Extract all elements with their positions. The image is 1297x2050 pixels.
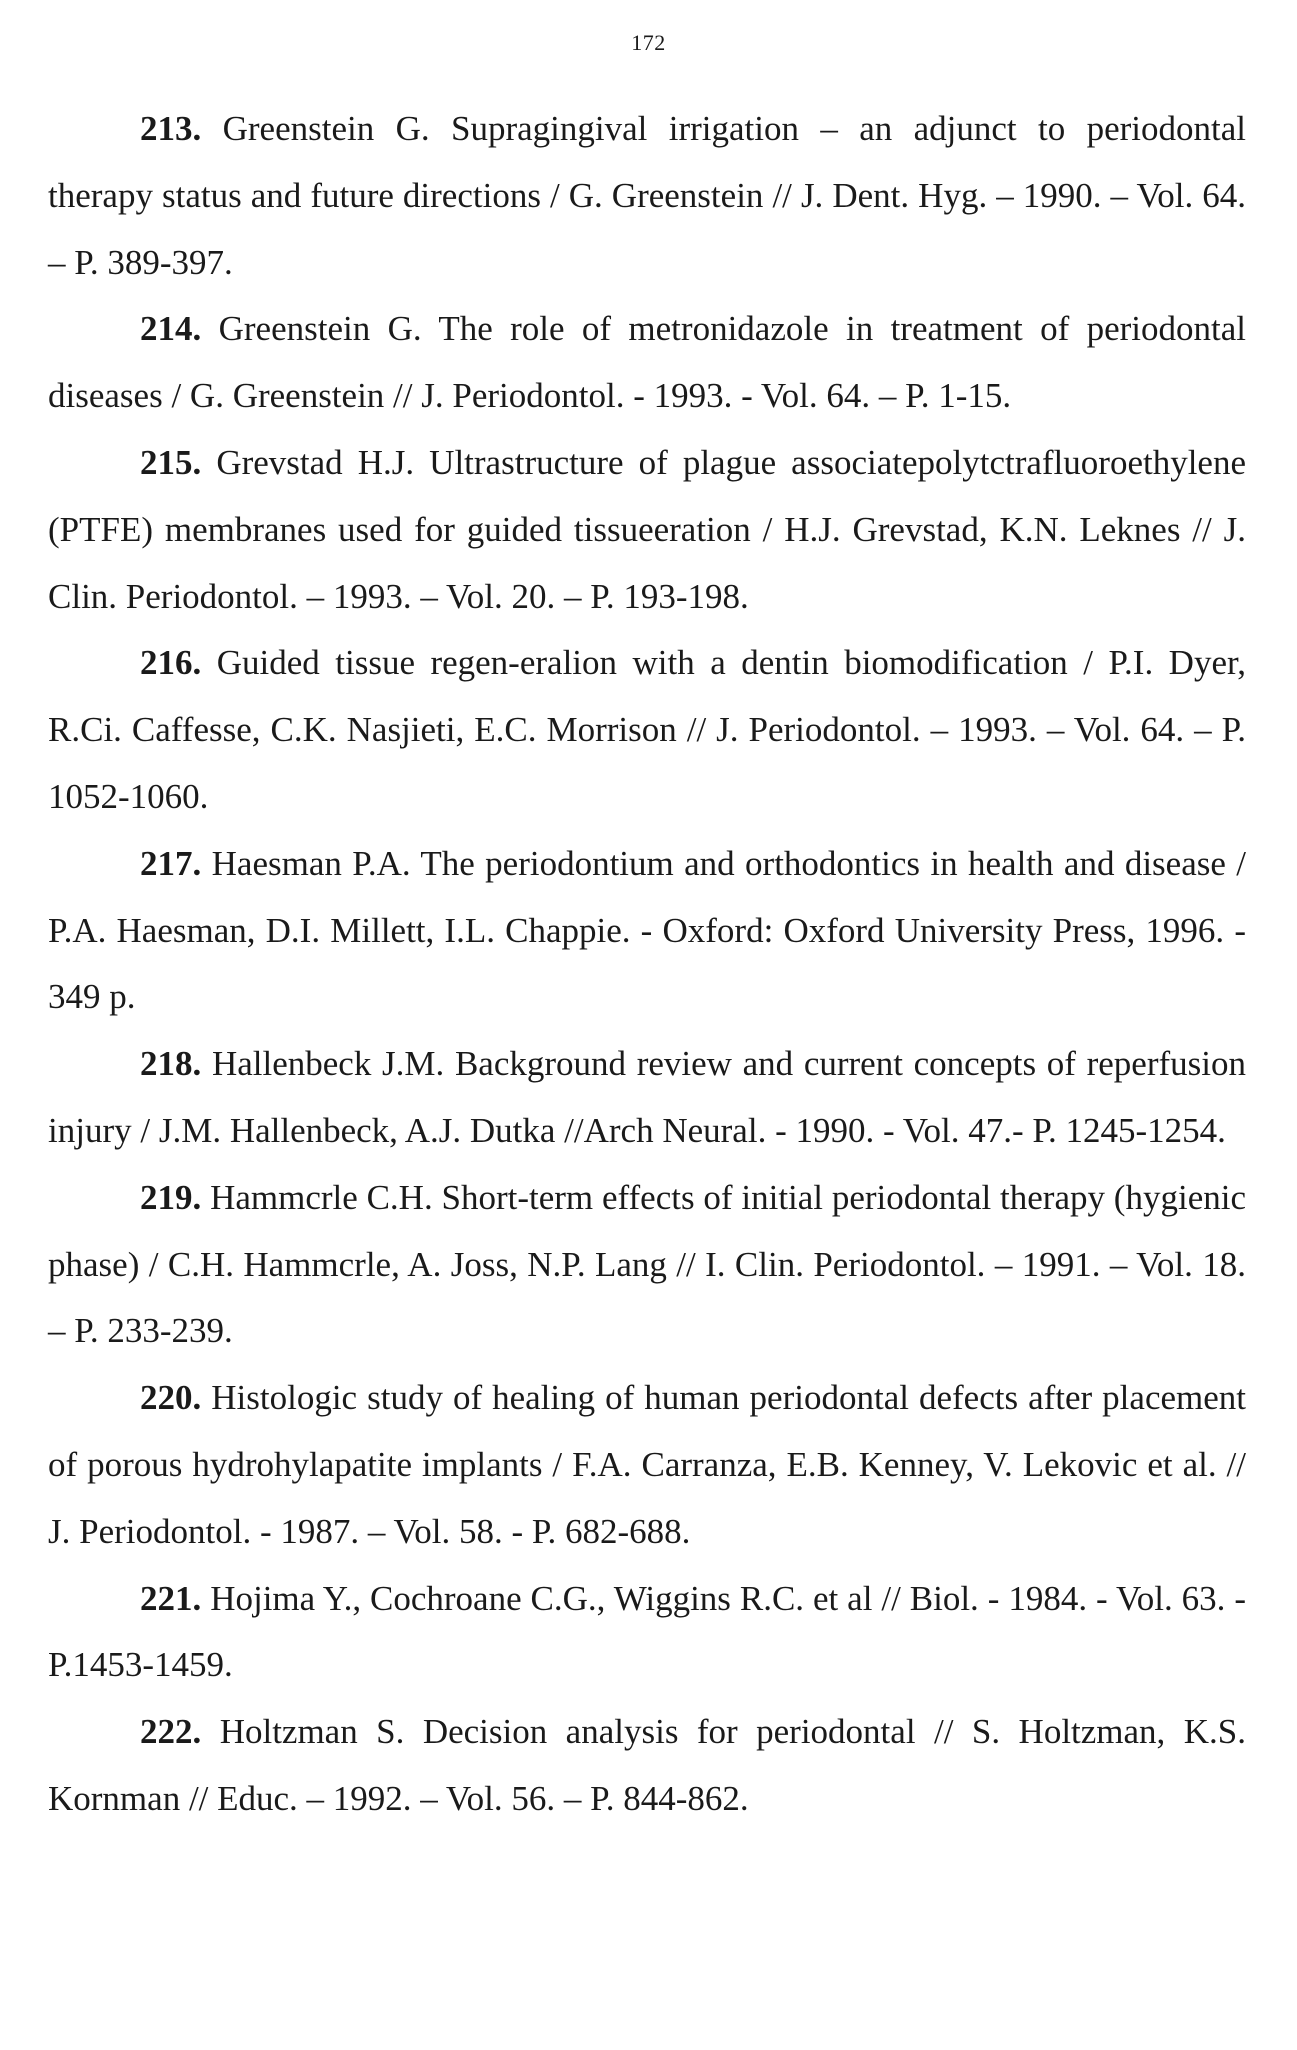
reference-item (48, 1699, 1246, 1833)
reference-item (48, 630, 1246, 830)
reference-text: Hallenbeck J.M. Background review and current concepts of reperfusion injury / J.M. Hallenbeck, A.J. Dutka //Arch Neural. - 1990. - Vol. 47.- P. 1245-1254. (48, 1044, 1247, 1150)
reference-item (48, 430, 1246, 630)
reference-number: 219. (140, 1177, 202, 1217)
reference-text: Grevstad H.J. Ultrastructure of plague associatepolytctrafluoroethylene (PTFE) membranes used for guided tissueeration / H.J. Grevstad, K.N. Leknes // J. Clin. Periodontol. – 1993. – Vol. 20. – P. 193-198. (48, 442, 1246, 616)
reference-number: 222. (140, 1712, 202, 1752)
reference-text: Haesman P.A. The periodontium and orthodontics in health and disease / P.A. Haesman, D.I. Millett, I.L. Chappie. - Oxford: Oxford University Press, 1996. - 349 p. (48, 843, 1247, 1017)
page-number: 172 (631, 30, 666, 55)
reference-number: 218. (140, 1044, 202, 1084)
reference-number: 215. (140, 442, 202, 482)
reference-number: 220. (140, 1378, 202, 1418)
reference-item (48, 296, 1246, 430)
reference-text: Greenstein G. Supragingival irrigation – an adjunct to periodontal therapy status and future directions / G. Greenstein // J. Dent. Hyg. – 1990. – Vol. 64. – P. 389-397. (48, 109, 1246, 282)
reference-item (48, 1566, 1246, 1700)
reference-text: Greenstein G. The role of metronidazole in treatment of periodontal diseases / G. Greenstein // J. Periodontol. - 1993. - Vol. 64. – P. 1-15. (48, 309, 1247, 416)
reference-number: 221. (140, 1578, 202, 1618)
reference-text: Hojima Y., Cochroane C.G., Wiggins R.C. et al // Biol. - 1984. - Vol. 63. - P.1453-1459. (48, 1578, 1246, 1685)
reference-number: 216. (140, 643, 202, 683)
reference-item (48, 1031, 1246, 1165)
reference-item (48, 1165, 1246, 1365)
reference-item (48, 831, 1246, 1031)
reference-number: 214. (140, 309, 202, 349)
reference-text: Hammcrle C.H. Short-term effects of initial periodontal therapy (hygienic phase) / C.H. Hammcrle, A. Joss, N.P. Lang // I. Clin. Periodontol. – 1991. – Vol. 18. – P. 233-239. (48, 1177, 1246, 1351)
reference-text: Holtzman S. Decision analysis for periodontal // S. Holtzman, K.S. Kornman // Educ. – 1992. – Vol. 56. – P. 844-862. (48, 1712, 1246, 1818)
reference-number: 213. (140, 109, 202, 148)
reference-text: Histologic study of healing of human periodontal defects after placement of porous hydrohylapatite implants / F.A. Carranza, E.B. Kenney, V. Lekovic et al. // J. Periodontol. - 1987. – Vol. 58. - P. 682-688. (48, 1378, 1246, 1551)
reference-item (48, 1365, 1246, 1565)
reference-number: 217. (140, 843, 202, 883)
reference-item (48, 96, 1246, 296)
reference-text: Guided tissue regen-eralion with a dentin biomodification / P.I. Dyer, R.Ci. Caffesse, C.K. Nasjieti, E.C. Morrison // J. Periodontol. – 1993. – Vol. 64. – P. 1052-1060. (48, 643, 1246, 816)
reference-list (48, 96, 1246, 1833)
